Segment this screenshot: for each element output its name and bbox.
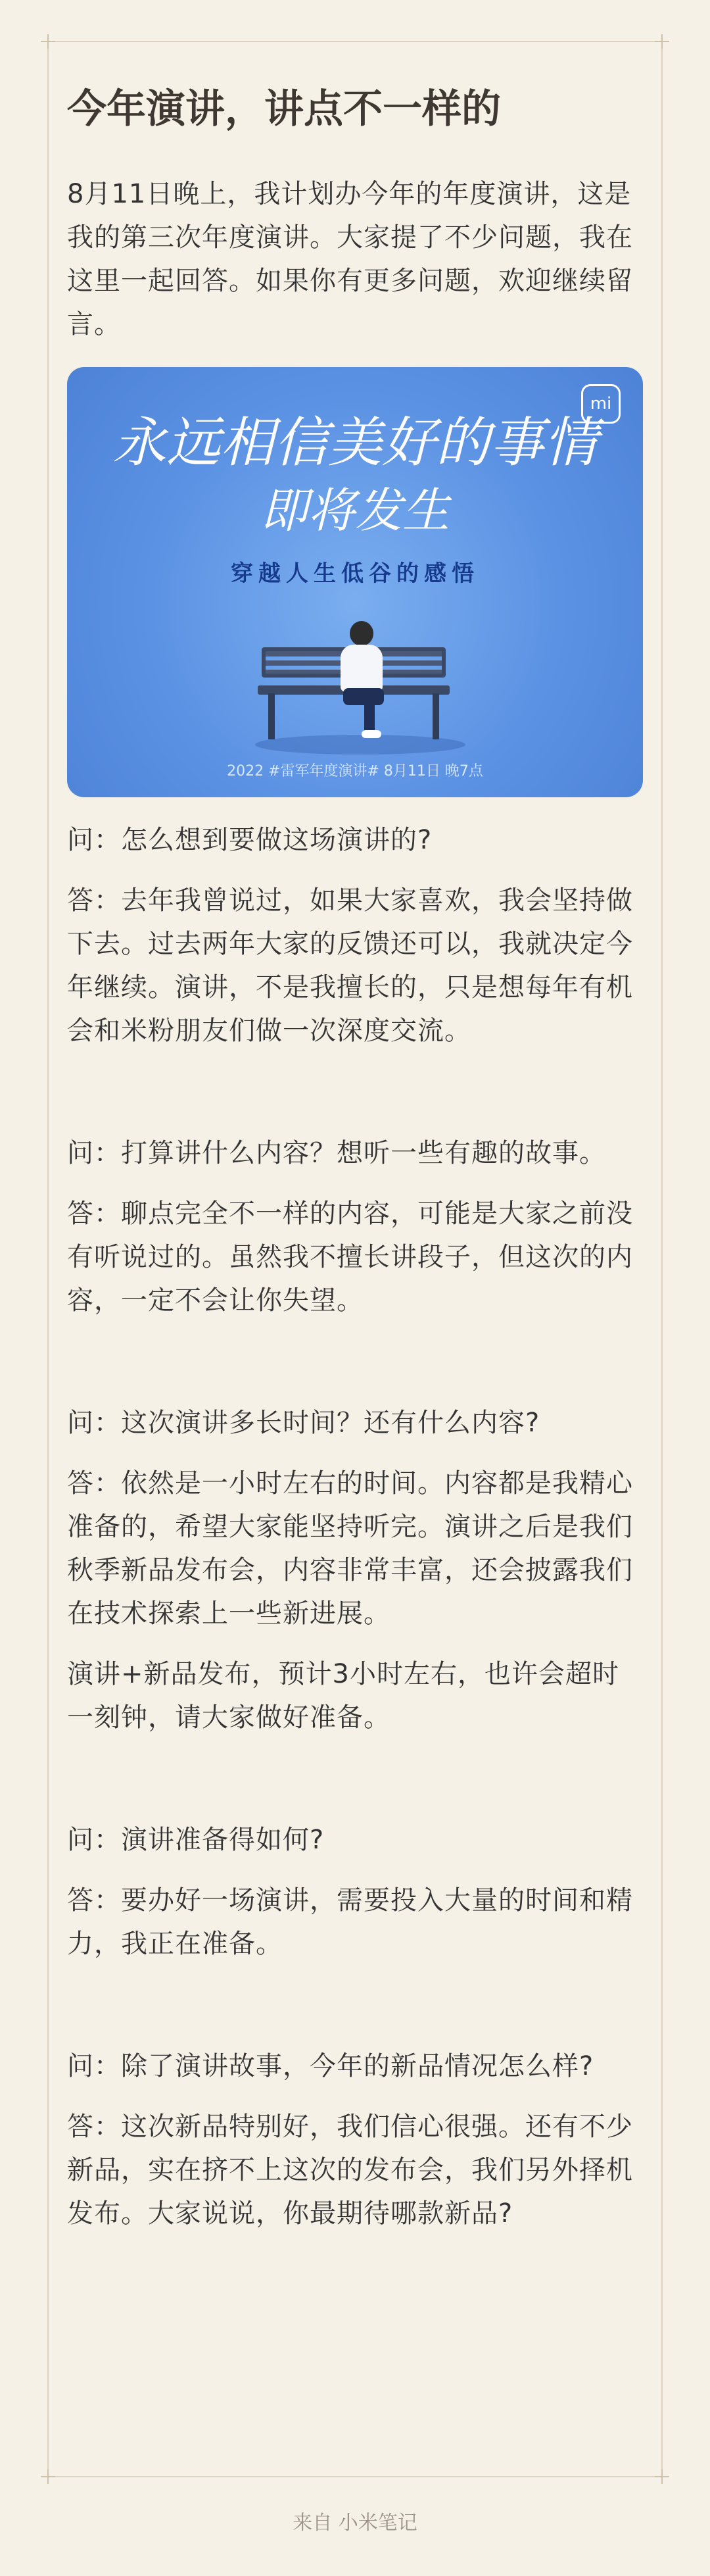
question-text: 问：打算讲什么内容？想听一些有趣的故事。 <box>67 1138 606 1168</box>
frame-corner-ornament <box>41 34 55 49</box>
answer-text: 答：要办好一场演讲，需要投入大量的时间和精力，我正在准备。 <box>67 1885 633 1959</box>
person-figure <box>334 620 387 738</box>
frame-corner-ornament <box>41 2469 55 2484</box>
answer-text: 答：去年我曾说过，如果大家喜欢，我会坚持做下去。过去两年大家的反馈还可以，我就决定今年继续。演讲，不是我擅长的，只是想每年有机会和米粉朋友们做一次深度交流。 <box>67 885 633 1046</box>
answer-text: 答：聊点完全不一样的内容，可能是大家之前没有听说过的。虽然我不擅长讲段子，但这次的内容，一定不会让你失望。 <box>67 1199 633 1316</box>
poster-headline-line1: 永远相信美好的事情 <box>112 412 598 474</box>
poster-footer: 2022 #雷军年度演讲# 8月11日 晚7点 <box>227 763 483 780</box>
answer-text-continued: 演讲+新品发布，预计3小时左右，也许会超时一刻钟，请大家做好准备。 <box>67 1659 619 1733</box>
frame-corner-ornament <box>655 2469 669 2484</box>
mi-logo-icon: mi <box>581 384 621 424</box>
article-title: 今年演讲，讲点不一样的 <box>67 86 501 132</box>
bench-illustration <box>262 620 459 764</box>
article-content <box>67 86 643 2235</box>
question-text: 问：怎么想到要做这场演讲的? <box>67 825 433 855</box>
answer-text: 答：这次新品特别好，我们信心很强。还有不少新品，实在挤不上这次的发布会，我们另外择机发布。大家说说，你最期待哪款新品? <box>67 2112 633 2229</box>
question-text: 问：演讲准备得如何? <box>67 1825 325 1855</box>
question-text: 问：除了演讲故事，今年的新品情况怎么样? <box>67 2051 594 2081</box>
event-poster-image <box>67 367 643 797</box>
intro-paragraph: 8月11日晚上，我计划办今年的年度演讲，这是我的第三次年度演讲。大家提了不少问题，我在这里一起回答。如果你有更多问题，欢迎继续留言。 <box>67 179 633 339</box>
frame-corner-ornament <box>655 34 669 49</box>
poster-subtitle: 穿越人生低谷的感悟 <box>231 560 479 587</box>
question-text: 问：这次演讲多长时间？还有什么内容? <box>67 1408 540 1438</box>
poster-headline-line2: 即将发生 <box>260 483 450 538</box>
answer-text: 答：依然是一小时左右的时间。内容都是我精心准备的，希望大家能坚持听完。演讲之后是我们秋季新品发布会，内容非常丰富，还会披露我们在技术探索上一些新进展。 <box>67 1468 633 1629</box>
source-label: 来自 小米笔记 <box>293 2512 417 2535</box>
